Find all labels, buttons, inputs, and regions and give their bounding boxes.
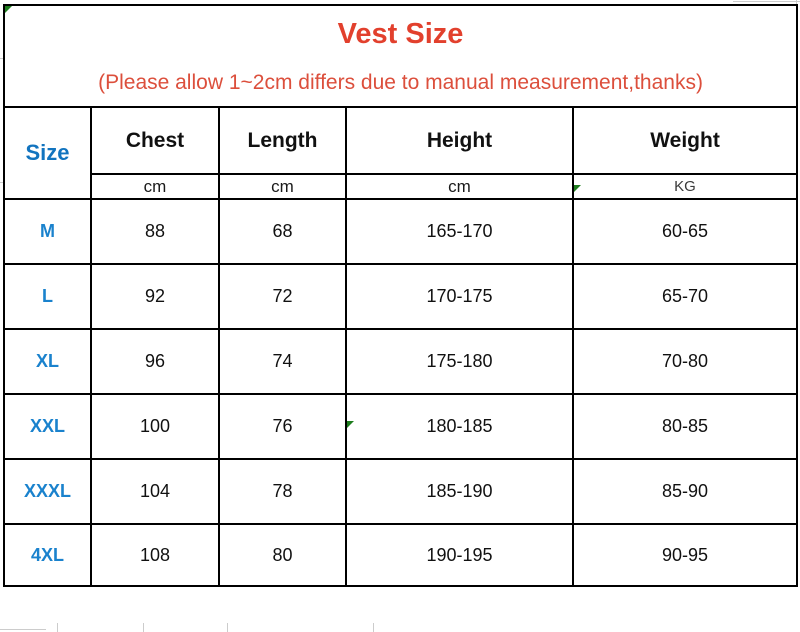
- height-value: 180-185: [346, 394, 573, 459]
- title-block: [4, 5, 797, 107]
- table-row: [4, 394, 797, 459]
- gridline: [143, 623, 144, 632]
- chest-value: 104: [91, 459, 219, 524]
- gridline: [733, 1, 800, 2]
- length-value: 68: [219, 199, 346, 264]
- length-value: 72: [219, 264, 346, 329]
- measurement-note: (Please allow 1~2cm differs due to manual measurement,thanks): [98, 70, 703, 94]
- table-row: [4, 459, 797, 524]
- unit-height: cm: [346, 174, 573, 199]
- gridline: [0, 629, 46, 630]
- table-row: [4, 199, 797, 264]
- column-header-height: Height: [346, 107, 573, 174]
- size-label: L: [4, 264, 91, 329]
- table-row: [4, 524, 797, 586]
- table-row: [4, 264, 797, 329]
- gridline: [57, 623, 58, 632]
- column-header-length: Length: [219, 107, 346, 174]
- unit-length: cm: [219, 174, 346, 199]
- cell-error-marker-icon: [347, 421, 354, 428]
- weight-value: 65-70: [573, 264, 797, 329]
- height-value: 165-170: [346, 199, 573, 264]
- cell-error-marker-icon: [574, 185, 581, 192]
- column-header-chest: Chest: [91, 107, 219, 174]
- height-value: 185-190: [346, 459, 573, 524]
- unit-chest: cm: [91, 174, 219, 199]
- gridline: [373, 623, 374, 632]
- chest-value: 88: [91, 199, 219, 264]
- size-label: XL: [4, 329, 91, 394]
- height-value: 190-195: [346, 524, 573, 586]
- weight-value: 80-85: [573, 394, 797, 459]
- chest-value: 92: [91, 264, 219, 329]
- size-label: XXXL: [4, 459, 91, 524]
- weight-value: 60-65: [573, 199, 797, 264]
- weight-value: 90-95: [573, 524, 797, 586]
- table-row: [4, 329, 797, 394]
- cell-error-marker-icon: [5, 6, 12, 13]
- length-value: 74: [219, 329, 346, 394]
- page-title: Vest Size: [337, 17, 464, 50]
- chest-value: 100: [91, 394, 219, 459]
- unit-weight: KG: [573, 174, 797, 199]
- length-value: 76: [219, 394, 346, 459]
- weight-value: 85-90: [573, 459, 797, 524]
- chest-value: 108: [91, 524, 219, 586]
- column-header-size: Size: [4, 107, 91, 199]
- vest-size-table: [3, 4, 798, 587]
- size-label: 4XL: [4, 524, 91, 586]
- size-label: XXL: [4, 394, 91, 459]
- length-value: 80: [219, 524, 346, 586]
- weight-value: 70-80: [573, 329, 797, 394]
- length-value: 78: [219, 459, 346, 524]
- height-value: 170-175: [346, 264, 573, 329]
- column-header-weight: Weight: [573, 107, 797, 174]
- height-value: 175-180: [346, 329, 573, 394]
- size-label: M: [4, 199, 91, 264]
- gridline: [227, 623, 228, 632]
- chest-value: 96: [91, 329, 219, 394]
